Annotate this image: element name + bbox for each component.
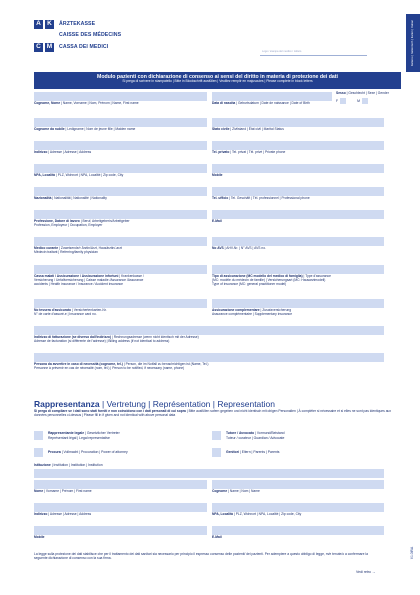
rep-last-name-label: Cognome | Name | Nom | Name <box>212 489 260 494</box>
institution-label: Istituzione | Institution | Institution | Institution <box>34 463 103 467</box>
representation-title: Rappresentanza | Vertretung | Représentation | Representation <box>34 399 275 409</box>
logo-spacer <box>34 31 43 40</box>
mobile-input[interactable] <box>212 164 384 173</box>
supplementary-input[interactable] <box>212 299 384 308</box>
physician-label: Medico curante | Zuweisende/r Ärztin/Arzt, Hausärztin/-arzt Médecin traitant | Referring/family physician <box>34 246 122 255</box>
guardian-checkbox[interactable] <box>212 431 221 440</box>
rep-zip-city-input[interactable] <box>212 503 384 512</box>
next-page-link[interactable]: Vedi retro → <box>356 570 376 574</box>
email-label: E-Mail <box>212 219 222 224</box>
private-phone-input[interactable] <box>212 141 384 150</box>
logo-letter: A <box>34 20 43 29</box>
rep-first-name-label: Nome | Vorname | Prénom | First name <box>34 489 92 494</box>
cognome-label: Cognome, Nome | Name, Vorname | Nom, Prénom | Name, First name <box>34 101 139 106</box>
option-legal-rep <box>34 431 204 440</box>
logo-text: CAISSE DES MÉDECINS <box>59 32 122 39</box>
logo-text: CASSA DEI MEDICI <box>59 43 109 50</box>
option-guardian <box>212 431 382 440</box>
option-proxy <box>34 448 204 457</box>
field-sesso <box>336 91 389 109</box>
legal-rep-label: Rappresentante legale | Gesetzlicher Vertreter Représentant légal | Legal representative <box>47 431 120 440</box>
parents-label: Genitori | Eltern | Parents | Parents <box>225 450 280 455</box>
zip-city-label: NPA, Località | PLZ, Wohnort | NPA, Localité | Zip code, City <box>34 173 124 178</box>
form-subtitle: Si prega di scrivere in stampatello | Bitte in Blockschrift ausfüllen | Veuillez remplir en majuscules | Please complete in block letters <box>122 78 313 83</box>
logo-spacer <box>45 31 54 40</box>
field-npa <box>34 164 207 181</box>
rep-mobile-input[interactable] <box>34 526 207 535</box>
field-fatturazione <box>34 326 384 343</box>
field-rep-nome <box>34 480 207 497</box>
form-code-label: V1.0IRA <box>410 546 415 559</box>
field-rep-email <box>212 526 384 543</box>
sex-label: Sesso | Geschlecht | Sexe | Gender <box>336 91 389 95</box>
proxy-checkbox[interactable] <box>34 448 43 457</box>
option-parents <box>212 448 382 457</box>
sex-f-label: F <box>336 98 339 103</box>
address-label: Indirizzo | Adresse | Adresse | Address <box>34 150 92 155</box>
insurance-card-input[interactable] <box>34 299 207 308</box>
address-input[interactable] <box>34 141 207 150</box>
profession-input[interactable] <box>34 210 207 219</box>
rep-mobile-label: Mobile <box>34 535 45 540</box>
maiden-name-label: Cognome da nubile | Ledigname | Nom de jeune fille | Maiden name <box>34 127 136 132</box>
proxy-label: Procura | Vollmacht | Procuration | Power of attorney <box>47 450 128 455</box>
field-tel-ufficio <box>212 187 384 204</box>
office-phone-label: Tel. ufficio | Tel. Geschäft | Tél. professionnel | Professional phone <box>212 196 310 201</box>
avs-input[interactable] <box>212 237 384 246</box>
sex-m-checkbox[interactable] <box>362 98 368 104</box>
office-phone-input[interactable] <box>212 187 384 196</box>
stamp-hint: Logo / stampa del medico / istituto <box>262 49 302 53</box>
field-rep-mobile <box>34 526 207 543</box>
field-nazionalita <box>34 187 207 204</box>
birthdate-input[interactable] <box>212 92 332 101</box>
form-header <box>34 72 401 89</box>
field-nascita <box>212 92 332 109</box>
billing-address-input[interactable] <box>34 326 384 335</box>
maiden-name-input[interactable] <box>34 118 207 127</box>
field-tessera <box>34 299 207 316</box>
language-tab-label: Italiano | Italienisch | Italien | Italian <box>410 19 415 67</box>
birthdate-label: Data di nascita | Geburtsdatum | Date de naissance | Date of Birth <box>212 101 310 106</box>
field-istituzione <box>34 469 384 479</box>
rep-address-input[interactable] <box>34 503 207 512</box>
field-tipo <box>212 265 384 287</box>
field-email <box>212 210 384 227</box>
emergency-contact-label: Persona da avvertire in caso di necessità (cognome, tel.) | Person, die im Notfall zu benachrichtigen ist (Name, Tel.) Personne à prévenir en cas de nécessité (nom, tél.) | Person to be notified, if necessary (name, phone) <box>34 362 209 371</box>
rep-email-label: E-Mail <box>212 535 222 540</box>
field-indirizzo <box>34 141 207 158</box>
rep-address-label: Indirizzo | Adresse | Adresse | Address <box>34 512 92 517</box>
field-nubile <box>34 118 207 135</box>
sex-m-label: M <box>357 98 360 103</box>
logo-letter: C <box>34 43 43 52</box>
profession-label: Professione, Datore di lavoro | Beruf, Arbeitgeberin/Arbeitgeber Profession, Employeur | Occupation, Employer <box>34 219 130 228</box>
rep-zip-city-label: NPA, Località | PLZ, Wohnort | NPA, Localité | Zip code, City <box>212 512 302 517</box>
logo-letter: K <box>45 20 54 29</box>
parents-checkbox[interactable] <box>212 448 221 457</box>
rep-email-input[interactable] <box>212 526 384 535</box>
insurance-card-label: No tessera d'assicurato | Versichertenkarten-Nr. N° de carte d'assuré-e | Insurance card no. <box>34 308 107 317</box>
nationality-input[interactable] <box>34 187 207 196</box>
field-avs <box>212 237 384 254</box>
field-medico <box>34 237 207 254</box>
field-cassa <box>34 265 207 287</box>
brand-logo <box>34 19 121 54</box>
form-code <box>408 530 418 575</box>
field-cognome <box>34 92 207 109</box>
physician-input[interactable] <box>34 237 207 246</box>
field-mobile <box>212 164 384 181</box>
rep-last-name-input[interactable] <box>212 480 384 489</box>
language-tab <box>406 14 420 72</box>
field-complementare <box>212 299 384 316</box>
field-necessita <box>34 353 384 370</box>
logo-text: ÄRZTEKASSE <box>59 20 96 27</box>
field-rep-npa <box>212 503 384 520</box>
insurance-input[interactable] <box>34 265 207 274</box>
representation-text: Si prega di compilare se i dati sono stati forniti e non coincidono con i dati personali di cui sopra | Bitte ausfüllen sofern gegeben und nicht identisch mit obigen Personalien | À compléter si nécessaire et si elles ne sont pas identiques aux données personnelles ci-dessus | Please fill in if given and not identical with above personal data <box>34 409 392 417</box>
mobile-label: Mobile <box>212 173 223 178</box>
supplementary-label: Assicurazione complementare | Zusatzversicherung Assurance complémentaire | Supplementary insurance <box>212 308 293 317</box>
field-civile <box>212 118 384 135</box>
stamp-field[interactable] <box>260 19 367 56</box>
field-professione <box>34 210 207 227</box>
field-rep-cognome <box>212 480 384 497</box>
marital-status-input[interactable] <box>212 118 384 127</box>
billing-address-label: Indirizzo di fatturazione (se diverso dall'indirizzo) | Rechnungsadresse (wenn nicht identisch mit der Adresse) Adresse de facturation (si différente de l'adresse) | Billing address (if not identical to address) <box>34 335 199 344</box>
zip-city-input[interactable] <box>34 164 207 173</box>
emergency-contact-input[interactable] <box>34 353 384 362</box>
footer-text: La legge sulla protezione dei dati stabilisce che per il trattamento dei dati sanitari sia necessario per principio il espresso consenso delle pazienti/ dei pazienti. Per adempiere a questo obbligo di legge, m/e tenute/o a confermare la seguente dichiarazione di consenso con la sua firma. <box>34 552 368 560</box>
insurance-label: Cassa malati / Assicurazione / Assicurazione infortuni | Krankenkasse / Versicherung / Unfallversicherung | Caisse maladie /Assurance /Assurance accidents | Health insurance / Insurance / Accident insurance <box>34 274 144 287</box>
nationality-label: Nazionalità | Nationalität | Nationalité | Nationality <box>34 196 107 201</box>
field-tel-privato <box>212 141 384 158</box>
sex-f-checkbox[interactable] <box>340 98 346 104</box>
institution-input[interactable] <box>34 469 384 478</box>
avs-label: No AVS | AHV-Nr. | N° AVS | AVS no. <box>212 246 266 251</box>
private-phone-label: Tel. privato | Tel. privat | Tél. privé | Private phone <box>212 150 286 155</box>
form-title: Modulo pazienti con dichiarazione di consenso ai sensi del diritto in materia di protezione dei dati <box>97 73 338 80</box>
marital-status-label: Stato civile | Zivilstand | État civil | Marital Status <box>212 127 284 132</box>
insurance-type-input[interactable] <box>212 265 384 274</box>
legal-rep-checkbox[interactable] <box>34 431 43 440</box>
guardian-label: Tutore / Avvocato | Vormund/Beistand Tuteur / curateur | Guardian / Advocate <box>225 431 285 440</box>
field-rep-indirizzo <box>34 503 207 520</box>
email-input[interactable] <box>212 210 384 219</box>
insurance-type-label: Tipo di assicurazione (MC modello del medico di famiglia) | Type d'assurance (MC: modèle du médecin de famille) | Versicherungsart (MC: Hausarztmodell) Type of insurance (MC: general practitioner model) <box>212 274 331 287</box>
cognome-input[interactable] <box>34 92 207 101</box>
logo-letter: M <box>46 43 53 51</box>
rep-first-name-input[interactable] <box>34 480 207 489</box>
